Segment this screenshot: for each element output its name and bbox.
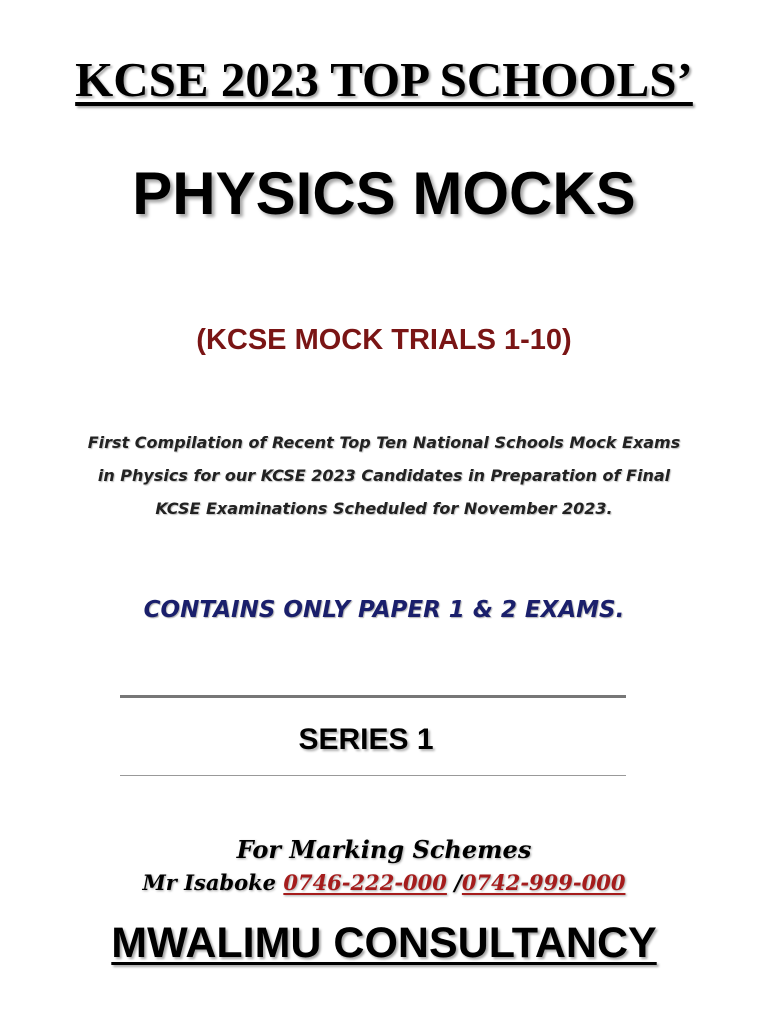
footer-brand: MWALIMU CONSULTANCY: [111, 919, 657, 967]
contains-note: CONTAINS ONLY PAPER 1 & 2 EXAMS.: [143, 597, 625, 623]
contact-person: Mr Isaboke: [142, 870, 277, 895]
phone-link-2[interactable]: 0742-999-000: [461, 870, 626, 895]
sub-title: (KCSE MOCK TRIALS 1-10): [196, 324, 572, 356]
main-title: PHYSICS MOCKS: [132, 160, 636, 227]
marking-schemes-label: For Marking Schemes: [236, 835, 532, 864]
description: First Compilation of Recent Top Ten National Schools Mock Exams in Physics for our KCSE 2023 Candidates in Preparation of Final KCSE Examinations Scheduled for November 2023.: [87, 433, 681, 518]
divider-bottom: [120, 775, 626, 776]
contact-line: [0, 866, 768, 900]
phone-separator: /: [454, 870, 462, 895]
phone-link-1[interactable]: 0746-222-000: [283, 870, 447, 895]
top-title: KCSE 2023 TOP SCHOOLS’: [75, 52, 693, 107]
divider-top: [120, 695, 626, 698]
series-label: SERIES 1: [298, 723, 434, 756]
